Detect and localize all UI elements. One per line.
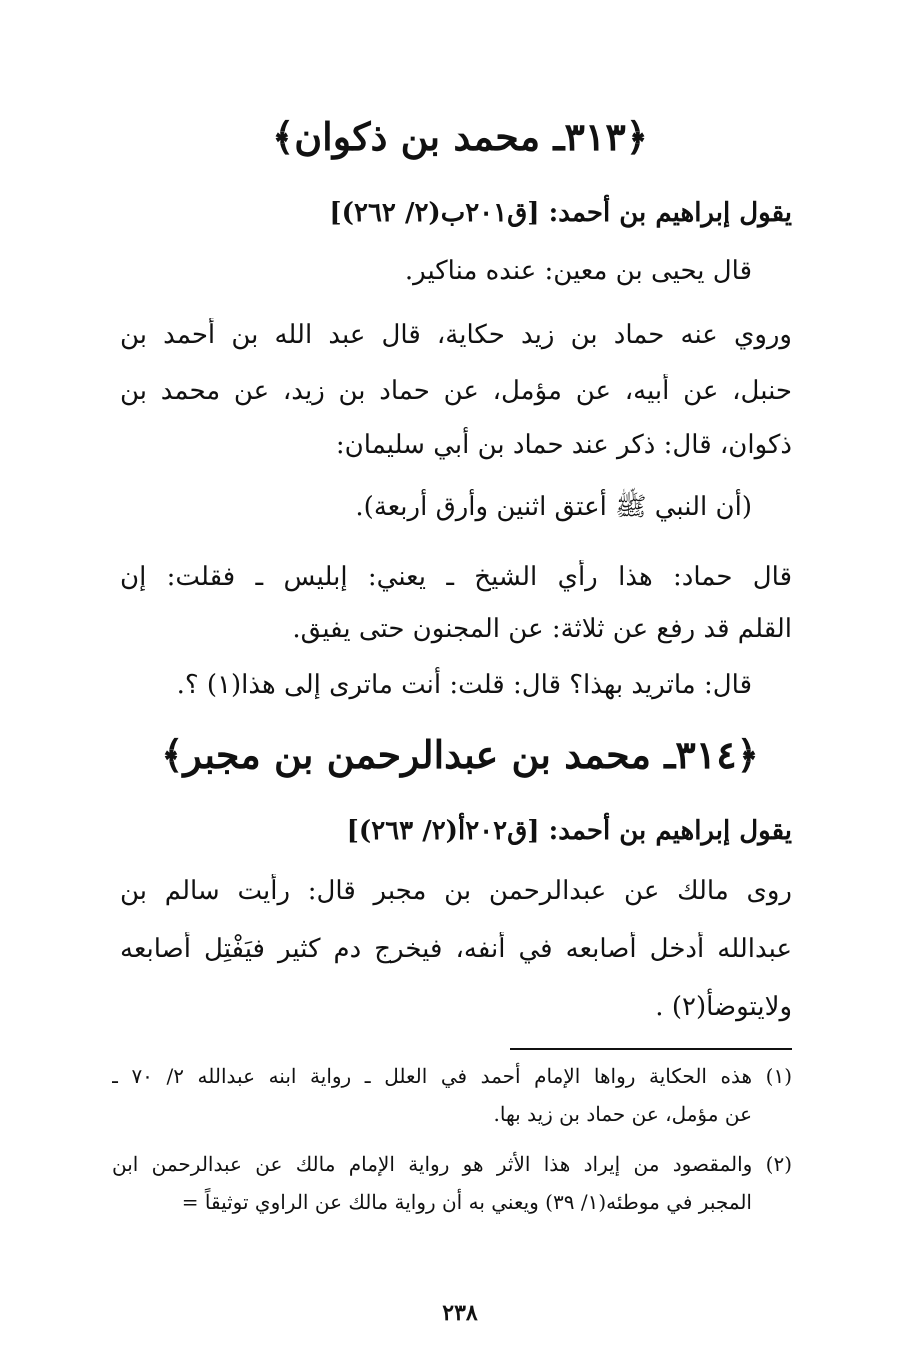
quoted-hadith: (أن النبي ﷺ أعتق اثنين وأرق أربعة). — [355, 492, 752, 522]
paragraph-line: القلم قد رفع عن ثلاثة: عن المجنون حتى يفيق. — [292, 614, 792, 644]
entry-heading: ﴿٣١٤ـ محمد بن عبدالرحمن بن مجبر﴾ — [161, 732, 759, 777]
footnote-line: (١) هذه الحكاية رواها الإمام أحمد في العلل ـ رواية ابنه عبدالله ٢/ ٧٠ ـ — [112, 1064, 792, 1088]
paragraph-line: ذكوان، قال: ذكر عند حماد بن أبي سليمان: — [335, 430, 792, 460]
footnote-line: (٢) والمقصود من إيراد هذا الأثر هو رواية الإمام مالك عن عبدالرحمن ابن — [112, 1152, 792, 1176]
page-number: ٢٣٨ — [442, 1300, 478, 1326]
paragraph-line: قال: ماتريد بهذا؟ قال: قلت: أنت ماترى إلى هذا(١) ؟. — [176, 670, 752, 700]
footnote-line: عن مؤمل، عن حماد بن زيد بها. — [493, 1102, 752, 1126]
source-reference: يقول إبراهيم بن أحمد: [ق٢٠٢أ(٢/ ٢٦٣)] — [346, 816, 792, 846]
paragraph-line: قال يحيى بن معين: عنده مناكير. — [404, 256, 752, 286]
footnote-divider — [510, 1048, 792, 1050]
paragraph-line: قال حماد: هذا رأي الشيخ ـ يعني: إبليس ـ فقلت: إن — [120, 562, 792, 592]
paragraph-line: وروي عنه حماد بن زيد حكاية، قال عبد الله بن أحمد بن — [120, 320, 792, 350]
paragraph-line: حنبل، عن أبيه، عن مؤمل، عن حماد بن زيد، عن محمد بن — [120, 376, 792, 406]
source-reference: يقول إبراهيم بن أحمد: [ق٢٠١ب(٢/ ٢٦٢)] — [329, 198, 792, 228]
entry-heading: ﴿٣١٣ـ محمد بن ذكوان﴾ — [272, 114, 648, 159]
paragraph-line: ولايتوضأ(٢) . — [655, 992, 792, 1022]
paragraph-line: روى مالك عن عبدالرحمن بن مجبر قال: رأيت سالم بن — [120, 876, 792, 906]
paragraph-line: عبدالله أدخل أصابعه في أنفه، فيخرج دم كثير فيَفْتِل أصابعه — [120, 934, 792, 964]
footnote-line: المجبر في موطئه(١/ ٣٩) ويعني به أن رواية مالك عن الراوي توثيقاً = — [181, 1190, 752, 1214]
